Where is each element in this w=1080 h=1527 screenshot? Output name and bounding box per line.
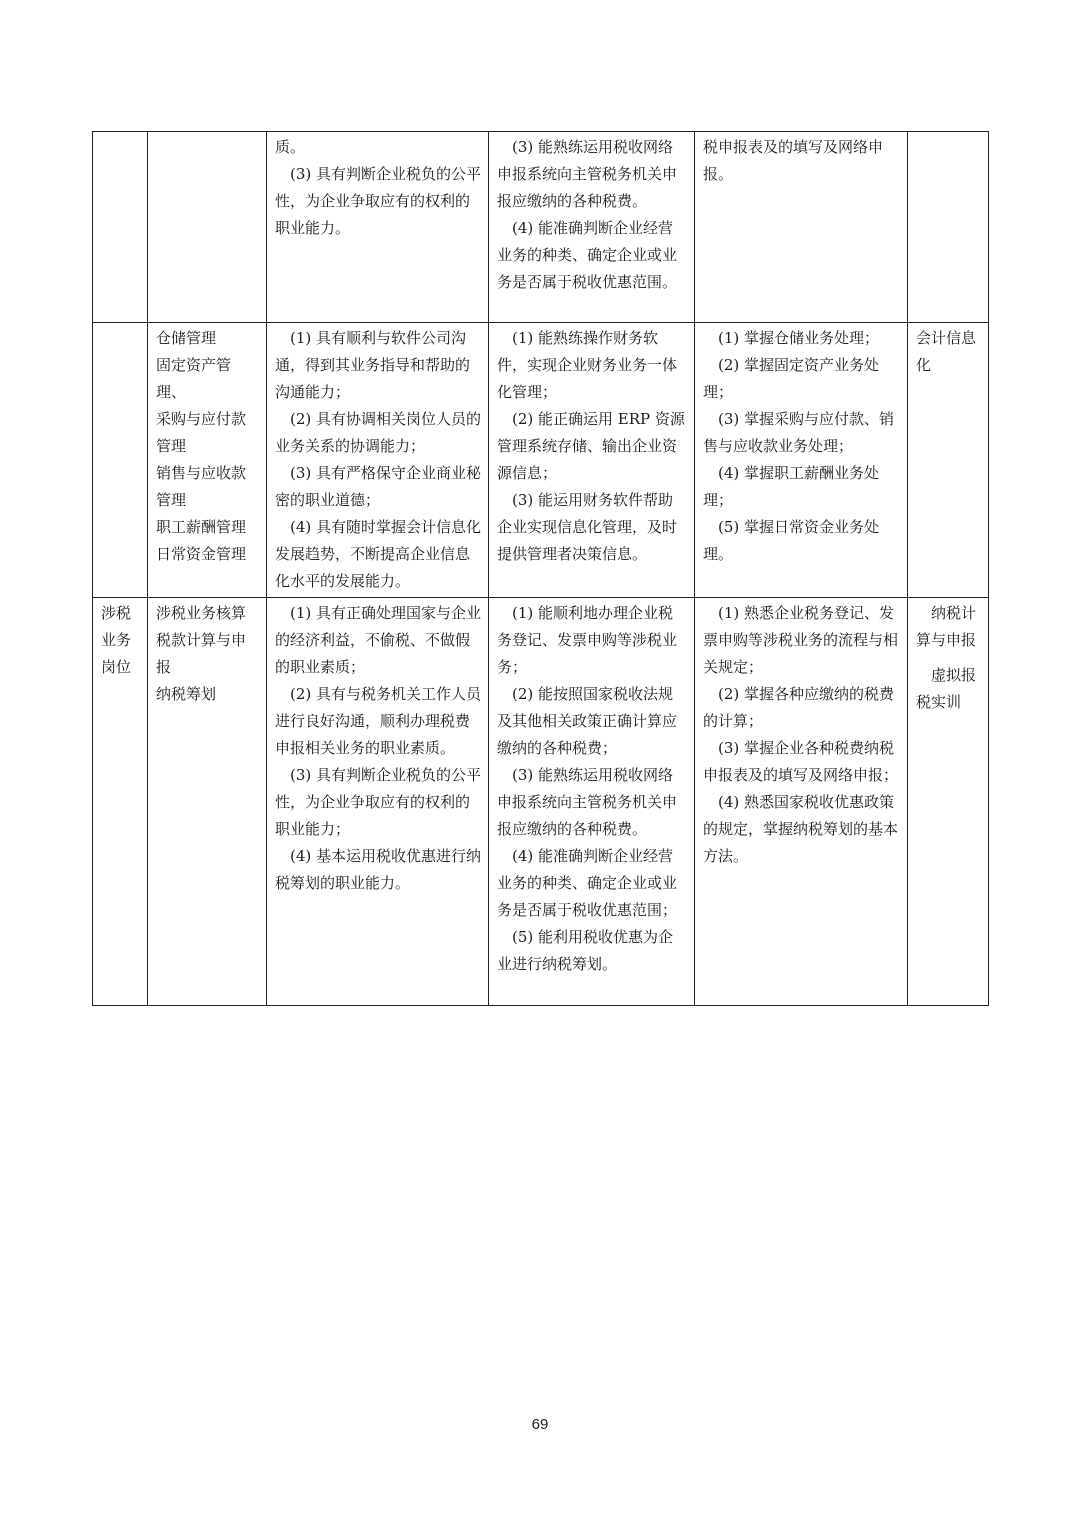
quality-item: (1) 具有正确处理国家与企业的经济利益，不偷税、不做假的职业素质； — [275, 604, 482, 676]
knowledge-item: (4) 熟悉国家税收优惠政策的规定，掌握纳税筹划的基本方法。 — [703, 793, 899, 865]
quality-item: (3) 具有严格保守企业商业秘密的职业道德； — [275, 464, 482, 509]
ability-cell — [489, 132, 695, 323]
job-item: 涉税业务核算 — [156, 604, 247, 622]
knowledge-cell — [695, 132, 908, 323]
quality-cell — [267, 598, 489, 1006]
course-cell — [908, 132, 989, 323]
ability-cell — [489, 598, 695, 1006]
job-item: 职工薪酬管理 — [156, 518, 247, 536]
ability-item: (2) 能按照国家税收法规及其他相关政策正确计算应缴纳的各种税费； — [497, 685, 678, 757]
ability-item: (2) 能正确运用 ERP 资源管理系统存储、输出企业资源信息； — [497, 410, 685, 482]
table-row — [93, 323, 989, 598]
knowledge-item: (3) 掌握企业各种税费纳税申报表及的填写及网络申报； — [703, 739, 899, 784]
knowledge-cell — [695, 323, 908, 598]
ability-item: (5) 能利用税收优惠为企业进行纳税筹划。 — [497, 928, 674, 973]
quality-item: (1) 具有顺利与软件公司沟通，得到其业务指导和帮助的沟通能力； — [275, 329, 471, 401]
ability-item: (4) 能准确判断企业经营业务的种类、确定企业或业务是否属于税收优惠范围。 — [497, 219, 678, 291]
knowledge-item: (5) 掌握日常资金业务处理。 — [703, 518, 880, 563]
job-item: 纳税筹划 — [156, 685, 217, 703]
knowledge-item: (4) 掌握职工薪酬业务处理； — [703, 464, 880, 509]
quality-item: (3) 具有判断企业税负的公平性，为企业争取应有的权利的职业能力； — [275, 766, 482, 838]
quality-cell — [267, 132, 489, 323]
course-item: 纳税计算与申报 — [916, 604, 977, 649]
post-cell — [93, 323, 148, 598]
knowledge-item: 税申报表及的填写及网络申报。 — [703, 138, 884, 183]
jobs-cell — [148, 132, 267, 323]
quality-item: (4) 基本运用税收优惠进行纳税筹划的职业能力。 — [275, 847, 482, 892]
knowledge-item: (3) 掌握采购与应付款、销售与应收款业务处理； — [703, 410, 895, 455]
course-item: 会计信息化 — [916, 329, 977, 374]
course-item: 虚拟报税实训 — [916, 666, 977, 711]
ability-item: (1) 能顺利地办理企业税务登记、发票申购等涉税业务； — [497, 604, 678, 676]
job-item: 固定资产管理、 — [156, 356, 232, 401]
knowledge-item: (1) 掌握仓储业务处理； — [718, 329, 880, 347]
knowledge-item: (1) 熟悉企业税务登记、发票申购等涉税业务的流程与相关规定； — [703, 604, 899, 676]
course-cell — [908, 598, 989, 1006]
post-item: 岗位 — [101, 658, 132, 676]
job-item: 仓储管理 — [156, 329, 217, 347]
post-item: 业务 — [101, 631, 132, 649]
table-row — [93, 132, 989, 323]
curriculum-table — [92, 131, 989, 1006]
ability-item: (3) 能运用财务软件帮助企业实现信息化管理，及时提供管理者决策信息。 — [497, 491, 678, 563]
page-number: 69 — [531, 1416, 549, 1433]
job-item: 采购与应付款管理 — [156, 410, 247, 455]
ability-item: (4) 能准确判断企业经营业务的种类、确定企业或业务是否属于税收优惠范围； — [497, 847, 678, 919]
quality-item: (4) 具有随时掌握会计信息化发展趋势，不断提高企业信息化水平的发展能力。 — [275, 518, 482, 590]
ability-item: (3) 能熟练运用税收网络申报系统向主管税务机关申报应缴纳的各种税费。 — [497, 766, 678, 838]
job-item: 销售与应收款管理 — [156, 464, 247, 509]
quality-item: 质。 — [275, 138, 306, 156]
course-cell — [908, 323, 989, 598]
quality-cell — [267, 323, 489, 598]
quality-item: (2) 具有与税务机关工作人员进行良好沟通，顺利办理税费申报相关业务的职业素质。 — [275, 685, 482, 757]
table-row — [93, 598, 989, 1006]
ability-item: (3) 能熟练运用税收网络申报系统向主管税务机关申报应缴纳的各种税费。 — [497, 138, 678, 210]
job-item: 税款计算与申报 — [156, 631, 247, 676]
knowledge-item: (2) 掌握各种应缴纳的税费的计算； — [703, 685, 895, 730]
quality-item: (2) 具有协调相关岗位人员的业务关系的协调能力； — [275, 410, 482, 455]
job-item: 日常资金管理 — [156, 545, 247, 563]
post-item: 涉税 — [101, 604, 132, 622]
ability-cell — [489, 323, 695, 598]
post-cell — [93, 598, 148, 1006]
jobs-cell — [148, 598, 267, 1006]
knowledge-item: (2) 掌握固定资产业务处理； — [703, 356, 880, 401]
ability-item: (1) 能熟练操作财务软件，实现企业财务业务一体化管理； — [497, 329, 678, 401]
knowledge-cell — [695, 598, 908, 1006]
jobs-cell — [148, 323, 267, 598]
quality-item: (3) 具有判断企业税负的公平性，为企业争取应有的权利的职业能力。 — [275, 165, 482, 237]
post-cell — [93, 132, 148, 323]
